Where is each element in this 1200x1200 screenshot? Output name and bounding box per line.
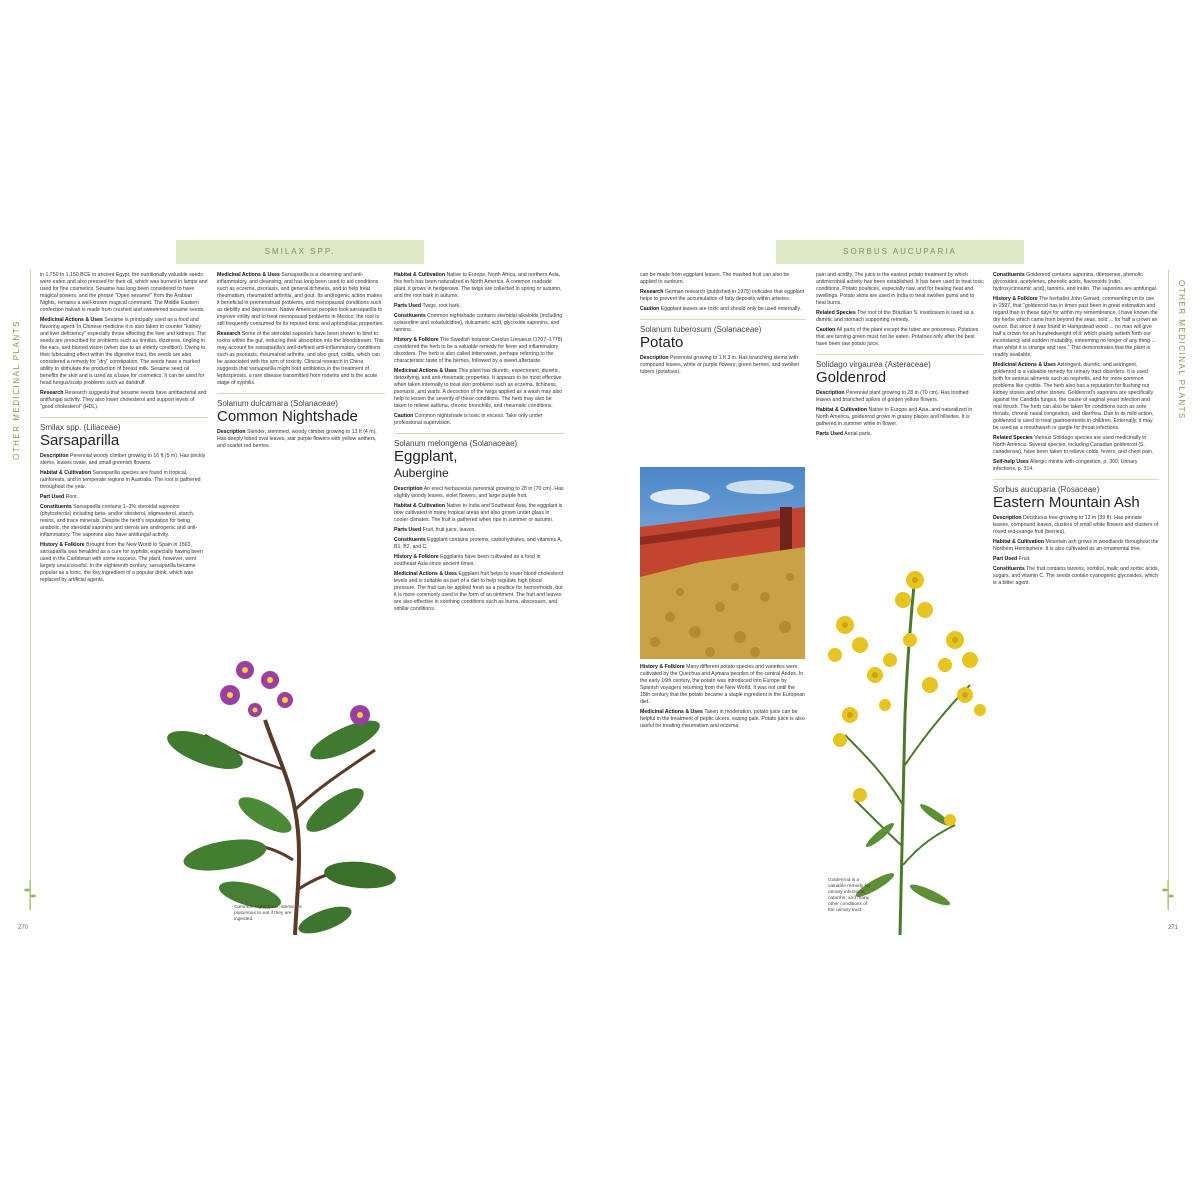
section-divider — [640, 319, 806, 320]
entry-text: Brought from the New World to Spain in 1563, sarsaparilla was heralded as a cure for syphilis, especially having been used in the Caribbean with some success. The plant, however, went largely unsuccessful. In the eighteenth century, sarsaparilla became popular as a tonic, the key ingredient of a popular drink, which was replaced by artificial agents. — [40, 542, 203, 583]
running-header-left: SMILAX SPP. — [176, 240, 424, 264]
caution-label: Caution — [816, 327, 836, 333]
entry-label: Parts Used — [816, 431, 844, 437]
entry-text: Perennial growing to 1 ft 3 in. Has branching stems with compound leaves, white or purple flowers, green berries, and swollen tubers (potatoes). — [640, 355, 800, 375]
section-divider — [40, 417, 208, 418]
latin-name: Solanum tuberosum (Solanaceae) — [640, 325, 762, 334]
latin-name: Solanum melongena (Solanaceae) — [394, 439, 518, 448]
caution-label: Caution — [640, 306, 660, 312]
running-header-right: SORBUS AUCUPARIA — [776, 240, 1024, 264]
entry-text: Common nightshade is toxic in excess. Take only under professional supervision. — [394, 413, 543, 426]
entry-text: Native to India and Southeast Asia, the eggplant is now cultivated in many tropical areas and also grown under glass in cooler climates. The fruit is gathered when ripe in summer or autumn. — [394, 503, 563, 523]
entry-text: Taken in moderation, potato juice can be helpful in the treatment of peptic ulcers, easing pain. Potato juice is also useful for treating rheumatism and eczema. — [640, 709, 805, 729]
entry-label: Description — [217, 429, 246, 435]
entry-text: An erect herbaceous perennial growing to 28 in (70 cm). Has slightly woody leaves, violet flowers, and large purple fruit. — [394, 486, 564, 499]
potato-harvest-photo — [640, 467, 805, 659]
intro-text: in 1,750 to 1,150 BCE in ancient Egypt, the nutritionally valuable seeds were eaten and also pressed for their oil, which was burned in lamps and used for fine cosmetics. Sesame has long been considered to have magical powers, and the phrase "Open sesame!" from the Arabian Nights, remains a well-known magical command. The Middle Eastern confection halvah is made from crushed and sweetened sesame seeds. — [40, 272, 208, 313]
entry-label: Related Species — [816, 310, 856, 316]
section-divider — [993, 479, 1159, 480]
goldenrod-caption: Goldenrod is a valuable remedy for urinary infections, catarrhs, and many other conditions of the urinary tract. — [828, 878, 871, 913]
latin-name: Solanum dulcamara (Solanaceae) — [217, 399, 338, 408]
entry-text: Astringent, diuretic, and astringent, goldenrod is a valuable remedy for urinary tract disorders. It is used both for serious ailments such as nephritis, and for more common problems like cystitis. The herb also has a reputation for flushing out kidney stones and other stones. Goldenrod's saponins are specifically against the Candida fungus, the cause of vaginal yeast infection and oral thrush. The herb can also be taken for conditions such as sore throats, chronic nasal congestion, and diarrhea. Due to its mild action, goldenrod is used to treat gastroenteritis in children. Externally, it may be used as a mouthwash or gargle for throat infections. — [993, 362, 1154, 431]
entry-text: Eggplant fruit helps to lower blood cholesterol levels and is suitable as part of a diet to help regulate high blood pressure. The fruit can be applied fresh as a poultice for hemorrhoids, but it is more commonly used in the form of an ointment. The fruit and leaves are also effective in soothing conditions such as burns, abscesses, and similar conditions. — [394, 571, 564, 612]
entry-label: Medicinal Actions & Uses — [640, 709, 703, 715]
entry-label: History & Folklore — [640, 664, 685, 670]
right-column-3 — [993, 272, 1159, 932]
entry-label: Medicinal Actions & Uses — [217, 272, 280, 278]
entry-text: Native to Europe and Asia, and naturalized in North America, goldenrod grows in grassy places and hillsides. It is gathered in summer while in flower. — [816, 407, 973, 427]
entry-text: The fruit contains tannins, sorbitol, malic and sorbic acids, sugars, and vitamin C. The seeds contain cyanogenic glycosides, which is a bitter agent. — [993, 566, 1159, 586]
common-name: Eastern Mountain Ash — [993, 494, 1140, 511]
entry-label: Description — [816, 390, 845, 396]
common-name: Eggplant, — [394, 448, 458, 465]
entry-text: Perennial woody climber growing to 16 ft (5 m). Has prickly stems, leaves ovate, and small greenish flowers. — [40, 453, 206, 466]
entry-label: Medicinal Actions & Uses — [40, 317, 103, 323]
entry-label: Parts Used — [394, 303, 422, 309]
sprig-ornament-left — [24, 880, 36, 910]
entry-label: Description — [640, 355, 669, 361]
entry-label: Habitat & Cultivation — [816, 407, 868, 413]
entry-text: Deciduous tree growing to 12 m (39 ft). Has pinnate leaves, compound leaves, clusters of small white flowers and clusters of round red-orange fruit (berries). — [993, 515, 1159, 535]
intro-text: can be made from eggplant leaves. The mashed fruit can also be applied to sunburn. — [640, 272, 790, 285]
entry-text: All parts of the plant except the tuber are poisonous. Potatoes that are turning green must not be eaten. Potatoes only after the best have been raw potato juice. — [816, 327, 979, 347]
entry-text: Aerial parts. — [844, 431, 872, 437]
entry-label: Habitat & Cultivation — [394, 272, 446, 278]
entry-label: Related Species — [993, 435, 1033, 441]
entry-label: Constituents — [394, 313, 426, 319]
entry-label: Habitat & Cultivation — [40, 470, 92, 476]
entry-label: Description — [40, 453, 69, 459]
nightshade-illustration — [145, 640, 400, 935]
entry-text: Goldenrod contains saponins, diterpenes, phenolic glycosides, acetylenes, phenolic acids, flavonoids (rutin, hydroxycinnamic acid), tannins, and inulin. The saponins are antifungal. — [993, 272, 1158, 292]
entry-label: Parts Used — [394, 527, 422, 533]
entry-label: Habitat & Cultivation — [993, 539, 1045, 545]
entry-label: Constituents — [40, 504, 72, 510]
caution-label: Caution — [394, 413, 414, 419]
entry-text: Many different potato species and varieties were cultivated by the Quechua and Aymara peoples of the central Andes. In the early 16th century, the potato was introduced into Europe by Spanish voyagers returning from the New World. It was not until the 18th century that the potato became a staple ingredient in the European diet. — [640, 664, 805, 705]
side-label-right: OTHER MEDICINAL PLANTS — [1177, 280, 1186, 420]
entry-text: Twigs, root bark. — [422, 303, 461, 309]
entry-text: The root of the Brazilian S. insidiosum is used as a diuretic and stomach supporting remedy. — [816, 310, 974, 323]
entry-text: Perennial plant growing to 28 in (70 cm). Has toothed leaves and branched spikes of golden yellow flowers. — [816, 390, 969, 403]
entry-text: The herbalist John Gerard, commenting on its use in 1597, that "goldenrod has in times past been in great estimation and regard than in these days for within my remembrance, I have known the dry herbe which came from beyond the seas, sold ... for half a crown an ounce. But since it was found in Hampstead wood ... no man will give half a crown for an hundredweight of it: which plainly setteth forth our inconstancy and sudden mutability, esteeming no longer of any thing ... than whilst it is strange and rare." This demonstrates that the plant is readily available. — [993, 296, 1158, 358]
latin-name: Sorbus aucuparia (Rosaceae) — [993, 485, 1100, 494]
entry-label: Research — [40, 390, 64, 396]
entry-label: Research — [217, 331, 241, 337]
common-name: Goldenrod — [816, 369, 887, 386]
entry-text: Sarsaparilla species are found in tropical, rainforests, and in temperate regions in Australia. The root is gathered throughout the year. — [40, 470, 201, 490]
entry-text: Mountain ash grows in woodlands throughout the Northern Hemisphere. It is also cultivated as an ornamental tree. — [993, 539, 1159, 552]
entry-text: Slender, stemmed, woody climber growing to 13 ft (4 m). Has deeply lobed oval leaves, star purple flowers with yellow anthers, and scarlet red berries. — [217, 429, 377, 449]
section-divider — [394, 433, 564, 434]
entry-label: History & Folklore — [394, 554, 439, 560]
entry-text: Allergic rhinitis with congestion, p. 300; Urinary infections, p. 314. — [993, 459, 1138, 472]
entry-label: Research — [640, 289, 664, 295]
entry-text: Common nightshade contains steroidal alkaloids (including solasodine and soladulcidine), dulcamaric acid, glycoside saponins, and tannins. — [394, 313, 563, 333]
entry-text: Some of the steroidal saponins have been shown to bind to toxins within the gut, reducing their absorption into the bloodstream. This may account for sarsaparilla's well-defined anti-inflammatory conditions such as psoriasis, rheumatoid arthritis, and also gout, colitis, which can be associated with the arm of toxicity. Clinical research in China suggests that sarsaparilla might hold antibiotics in the treatment of leptospirosis, a rare disease transmitted from rodents and is the acute stage of syphilis. — [217, 331, 384, 386]
latin-name: Smilax spp. (Liliaceae) — [40, 423, 121, 432]
entry-label: Habitat & Cultivation — [394, 503, 446, 509]
entry-text: Fruit, fruit juice, leaves. — [422, 527, 476, 533]
section-divider — [217, 393, 385, 394]
common-name: Potato — [640, 334, 684, 351]
common-name: Sarsaparilla — [40, 432, 120, 449]
intro-text: pain and acidity. The juice is the easiest potato treatment by which antimicrobial activity has been established. It has been used to treat toxic conditions. Potato poultices, especially raw, and for healing heat and swellings. Potato skins are used in India to treat swollen gums and to heal burns. — [816, 272, 984, 306]
entry-text: Various Solidago species are used medicinally in North America. Several species, including Canadian goldenrod (S. canadensis), have been taken to relieve colds, fevers, and chest pain. — [993, 435, 1154, 455]
common-name: Common Nightshade — [217, 408, 358, 425]
entry-text: This plant has diuretic, expectorant, diuretic, detoxifying, and anti-rheumatic properties. It appears to be most effective when taken internally to treat skin problems such as eczema, itchiness, psoriasis, and warts. A decoction of the twigs applied as a wash may also help to lessen the severity of these conditions. The herb may also be taken to relieve asthma, chronic bronchitis, and rheumatic conditions. — [394, 368, 563, 409]
entry-label: Constituents — [993, 566, 1025, 572]
entry-label: Constituents — [394, 537, 426, 543]
entry-text: Fruit. — [1018, 556, 1031, 562]
entry-text: Eggplant leaves are toxic and should only be used externally. — [660, 306, 802, 312]
entry-label: Self-help Uses — [993, 459, 1029, 465]
entry-text: Research suggests that sesame seeds have antibacterial and antifungal activity. They also lower cholesterol and support levels of "good cholesterol" (HDL). — [40, 390, 207, 410]
entry-label: History & Folklore — [40, 542, 85, 548]
entry-text: Eggplants have been cultivated as a food in southeast Asia since ancient times. — [394, 554, 541, 567]
entry-label: Description — [993, 515, 1022, 521]
entry-text: Sesame is principally used as a food and flavoring agent. In Chinese medicine it is also taken to counter "kidney and liver deficiency" especially those affecting the liver and kidneys. The seeds are prescribed for problems such as tinnitus, dizziness, tingling in the ears, and blurred vision (when due to an elderly condition). Owing to their lubricating effect within the digestive tract, the seeds are also considered a remedy for "dry" constipation. The seeds have a marked ability to stimulate the production of breast milk. Sesame seed oil benefits the skin and is used as a base for cosmetics. It can be used for head fungus/scalp problems such as dandruff. — [40, 317, 206, 386]
sprig-ornament-right — [1162, 880, 1174, 910]
left-margin-rule — [30, 270, 31, 910]
entry-text: Root. — [65, 494, 79, 500]
entry-label: History & Folklore — [993, 296, 1038, 302]
entry-text: The Swedish botanist Carolus Linnaeus (1707–1778) considered the herb to be a valuable remedy for fever and inflammatory disorders. The herb is also called bittersweet, perhaps referring to the characteristic taste of the berries, followed by a sweet aftertaste. — [394, 337, 563, 364]
section-divider — [816, 354, 984, 355]
left-column-2 — [217, 272, 385, 632]
entry-text: German research (published in 1975) indicates that eggplant helps to prevent the accumulation of fatty deposits within arteries. — [640, 289, 805, 302]
entry-label: Description — [394, 486, 423, 492]
left-column-3 — [394, 272, 564, 932]
nightshade-caption: Common nightshade, stems are poisonous to eat if they are ingested. — [234, 905, 302, 922]
entry-label: Medicinal Actions & Uses — [993, 362, 1056, 368]
page-number-left: 270 — [18, 925, 29, 931]
entry-label: Medicinal Actions & Uses — [394, 368, 457, 374]
entry-label: Constituents — [993, 272, 1025, 278]
right-column-2 — [816, 272, 984, 572]
side-label-left: OTHER MEDICINAL PLANTS — [12, 320, 21, 460]
page-number-right: 271 — [1168, 925, 1179, 931]
right-margin-rule — [1168, 270, 1169, 910]
entry-text: Sarsaparilla is a cleansing and anti-inflammatory, and cleansing, and has long been used to aid conditions such as eczema, psoriasis, and general itchiness, and to help treat rheumatism, rheumatoid arthritis, and gout. Its androgenic action makes it beneficial in premenstrual problems, and menopausal conditions such as debility and depression. Native American peoples took sarsaparilla to improve virility and to treat menopausal problems in Mexico; the root is still frequently consumed for its reputed tonic and aphrodisiac properties. — [217, 272, 384, 327]
entry-label: Part Used — [40, 494, 65, 500]
common-name-alt: Aubergine — [394, 466, 449, 480]
entry-label: History & Folklore — [394, 337, 439, 343]
latin-name: Solidago virgaurea (Asteraceae) — [816, 360, 931, 369]
entry-label: Medicinal Actions & Uses — [394, 571, 457, 577]
entry-text: Sarsaparilla contains 1–3% steroidal saponins (phytosterols) including beta- and/or sitosterol, stigmasterol, starch, resins, and trace minerals. Despite the herb's reputation for being anabolic, the steroidal saponins and sterols are androgenic and anti-inflammatory. The saponins also have antifungal activity. — [40, 504, 198, 538]
entry-text: Eggplant contains proteins, carbohydrates, and vitamins A, B1, B2, and C. — [394, 537, 563, 550]
entry-text: Native to Europe, North Africa, and northern Asia, this herb has been naturalized in North America. A common roadside plant, it grows in hedgerows. The twigs are collected in spring or autumn, and the root bark in autumn. — [394, 272, 562, 299]
entry-label: Part Used — [993, 556, 1018, 562]
